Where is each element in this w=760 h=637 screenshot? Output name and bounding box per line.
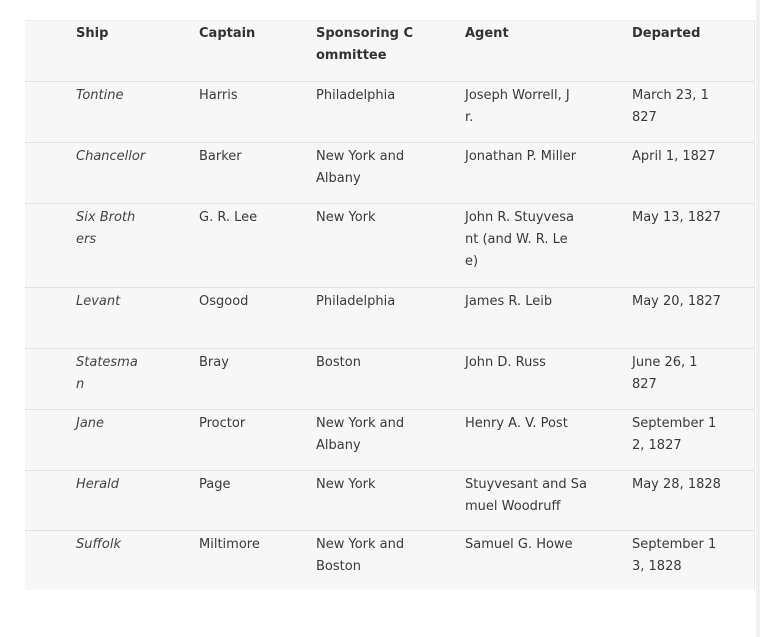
cell-captain: Proctor <box>199 416 246 431</box>
table-row <box>25 349 754 410</box>
cell-ship: Six Brothers <box>76 210 136 247</box>
cell-agent: Joseph Worrell, Jr. <box>465 88 570 125</box>
table-row <box>25 204 754 288</box>
header-agent: Agent <box>465 26 509 41</box>
cell-committee: New York <box>316 477 376 492</box>
scrollbar-track[interactable] <box>756 0 760 637</box>
cell-ship: Herald <box>76 477 119 492</box>
cell-ship: Levant <box>76 294 121 309</box>
cell-agent: James R. Leib <box>465 294 553 309</box>
cell-departed: May 20, 1827 <box>632 294 721 309</box>
cell-ship: Tontine <box>76 88 124 103</box>
cell-captain: Page <box>199 477 231 492</box>
table-row <box>25 82 754 143</box>
cell-committee: Boston <box>316 355 361 370</box>
cell-captain: Osgood <box>199 294 249 309</box>
cell-agent: John D. Russ <box>465 355 546 370</box>
table-header-row <box>25 20 754 82</box>
cell-captain: Barker <box>199 149 242 164</box>
cell-departed: June 26, 1827 <box>632 355 698 392</box>
cell-committee: New York <box>316 210 376 225</box>
table-row <box>25 288 754 349</box>
cell-departed: May 28, 1828 <box>632 477 721 492</box>
cell-agent: Stuyvesant and Samuel Woodruff <box>465 477 587 514</box>
header-departed: Departed <box>632 26 701 41</box>
cell-committee: New York and Boston <box>316 537 405 574</box>
header-captain: Captain <box>199 26 256 41</box>
cell-captain: Miltimore <box>199 537 260 552</box>
cell-departed: May 13, 1827 <box>632 210 721 225</box>
cell-ship: Statesman <box>76 355 138 392</box>
cell-agent: Henry A. V. Post <box>465 416 568 431</box>
cell-departed: March 23, 1827 <box>632 88 709 125</box>
cell-committee: New York and Albany <box>316 416 405 453</box>
table-row <box>25 471 754 531</box>
cell-departed: September 13, 1828 <box>632 537 717 574</box>
table-row <box>25 531 754 590</box>
cell-agent: Jonathan P. Miller <box>465 149 577 164</box>
cell-captain: G. R. Lee <box>199 210 258 225</box>
cell-captain: Bray <box>199 355 229 370</box>
cell-ship: Chancellor <box>76 149 146 164</box>
header-sponsoring-committee: Sponsoring Committee <box>316 26 414 63</box>
cell-departed: April 1, 1827 <box>632 149 716 164</box>
cell-agent: Samuel G. Howe <box>465 537 573 552</box>
cell-captain: Harris <box>199 88 238 103</box>
cell-departed: September 12, 1827 <box>632 416 717 453</box>
cell-committee: Philadelphia <box>316 88 396 103</box>
cell-ship: Jane <box>76 416 105 431</box>
cell-committee: New York and Albany <box>316 149 405 186</box>
table-top-border <box>25 20 754 21</box>
cell-ship: Suffolk <box>76 537 121 552</box>
header-ship: Ship <box>76 26 109 41</box>
table-row <box>25 410 754 471</box>
cell-agent: John R. Stuyvesant (and W. R. Lee) <box>465 210 574 269</box>
cell-committee: Philadelphia <box>316 294 396 309</box>
ships-table <box>25 20 755 590</box>
table-row <box>25 143 754 204</box>
